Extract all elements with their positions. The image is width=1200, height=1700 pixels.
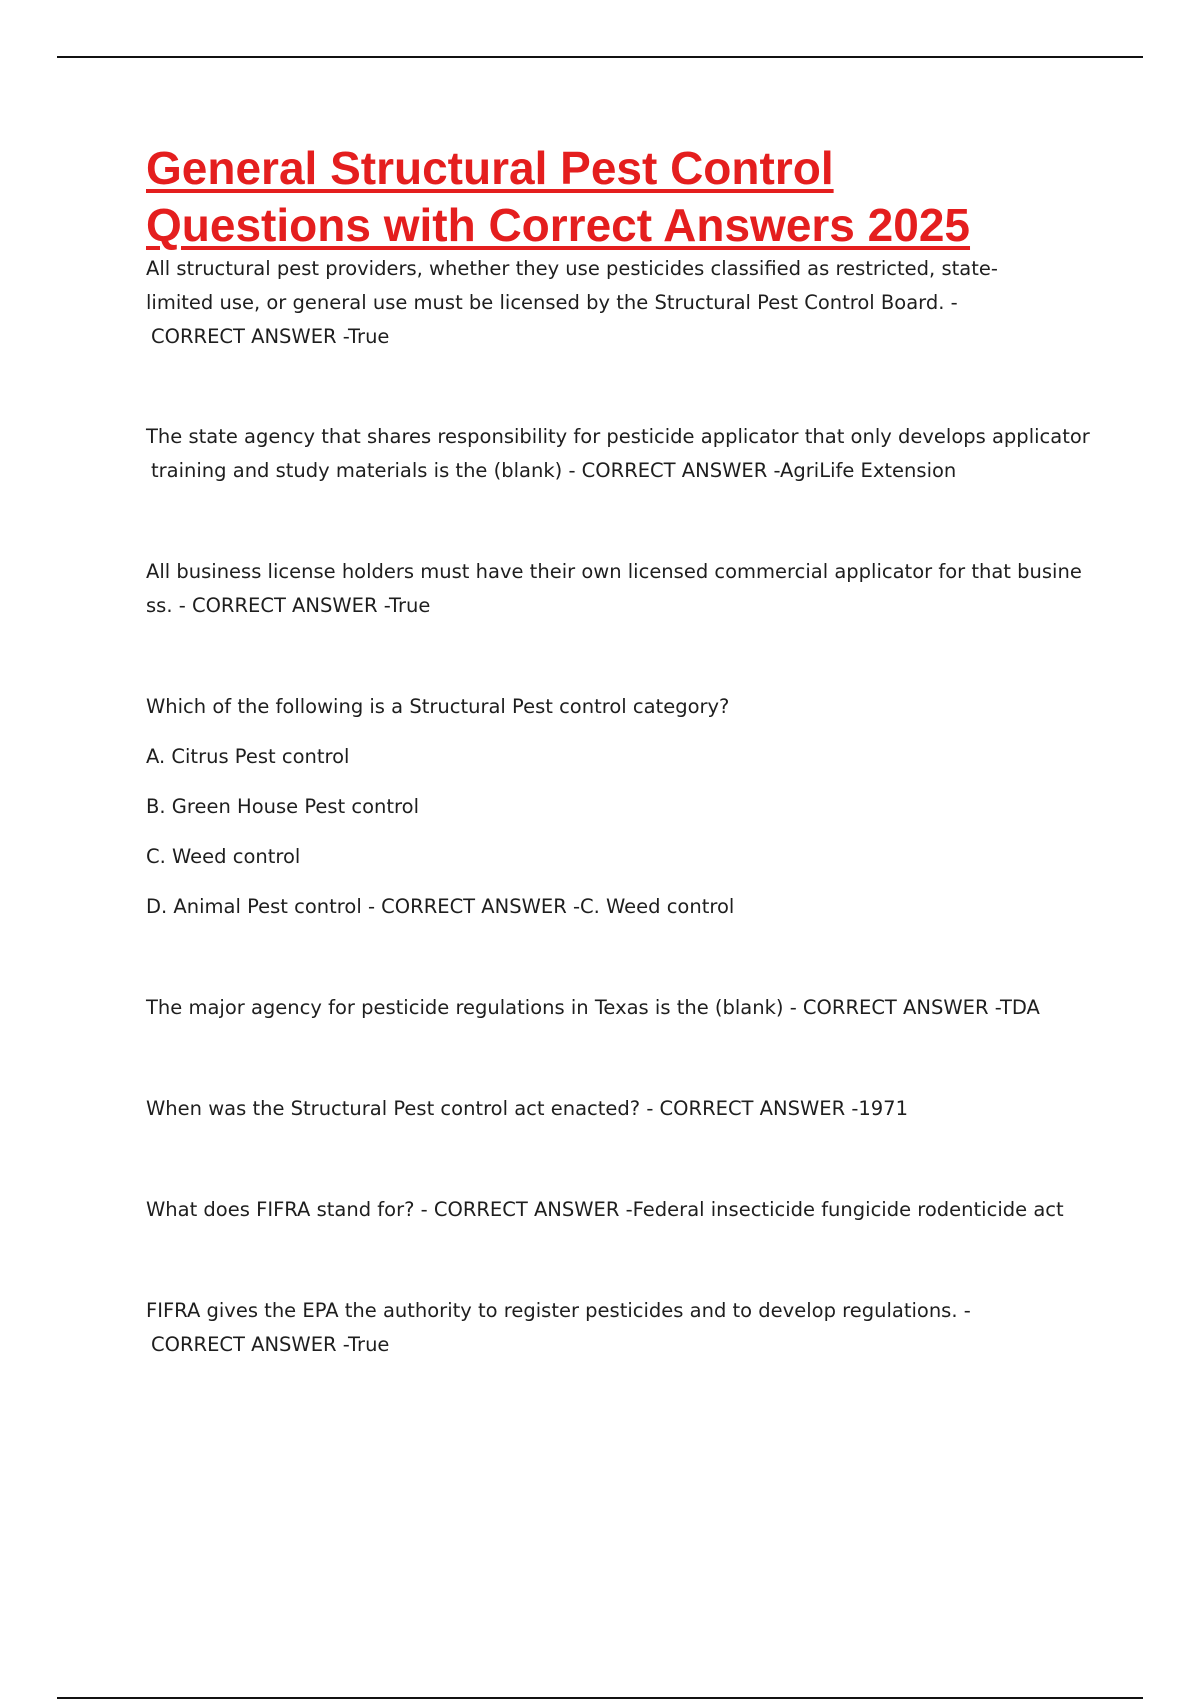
qa-question: Which of the following is a Structural Pest control category? xyxy=(146,695,730,718)
document-title xyxy=(146,140,1096,254)
qa-line: What does FIFRA stand for? - CORRECT ANSWER -Federal insecticide fungicide rodenticide act xyxy=(146,1198,1064,1221)
qa-item-6 xyxy=(146,1092,1096,1126)
qa-line: All structural pest providers, whether they use pesticides classified as restricted, state- xyxy=(146,257,998,280)
qa-item-4 xyxy=(146,690,1096,924)
qa-line: When was the Structural Pest control act enacted? - CORRECT ANSWER -1971 xyxy=(146,1097,908,1120)
top-rule xyxy=(57,56,1143,58)
qa-option-d: D. Animal Pest control - CORRECT ANSWER -C. Weed control xyxy=(146,895,735,918)
qa-answer-line: CORRECT ANSWER -True xyxy=(151,325,390,348)
qa-item-8 xyxy=(146,1294,1096,1362)
title-line-1: General Structural Pest Control xyxy=(146,142,834,194)
qa-item-2 xyxy=(146,420,1096,488)
qa-answer-line: CORRECT ANSWER -True xyxy=(151,1333,390,1356)
qa-item-3 xyxy=(146,555,1096,623)
bottom-rule xyxy=(57,1697,1143,1699)
qa-option-a: A. Citrus Pest control xyxy=(146,745,350,768)
title-line-2: Questions with Correct Answers 2025 xyxy=(146,199,971,251)
qa-answer-line: training and study materials is the (blank) - CORRECT ANSWER -AgriLife Extension xyxy=(151,459,957,482)
qa-item-1 xyxy=(146,252,1096,354)
document-body xyxy=(146,140,1096,1362)
qa-line: FIFRA gives the EPA the authority to register pesticides and to develop regulations. - xyxy=(146,1299,971,1322)
qa-line: All business license holders must have their own licensed commercial applicator for that busine xyxy=(146,560,1082,583)
qa-option-b: B. Green House Pest control xyxy=(146,795,419,818)
qa-option-c: C. Weed control xyxy=(146,845,301,868)
qa-item-7 xyxy=(146,1193,1096,1227)
qa-line: The state agency that shares responsibility for pesticide applicator that only develops applicator xyxy=(146,425,1090,448)
qa-line: The major agency for pesticide regulations in Texas is the (blank) - CORRECT ANSWER -TDA xyxy=(146,996,1040,1019)
qa-item-5 xyxy=(146,991,1096,1025)
qa-line: limited use, or general use must be licensed by the Structural Pest Control Board. - xyxy=(146,291,958,314)
qa-answer-line: ss. - CORRECT ANSWER -True xyxy=(146,594,431,617)
